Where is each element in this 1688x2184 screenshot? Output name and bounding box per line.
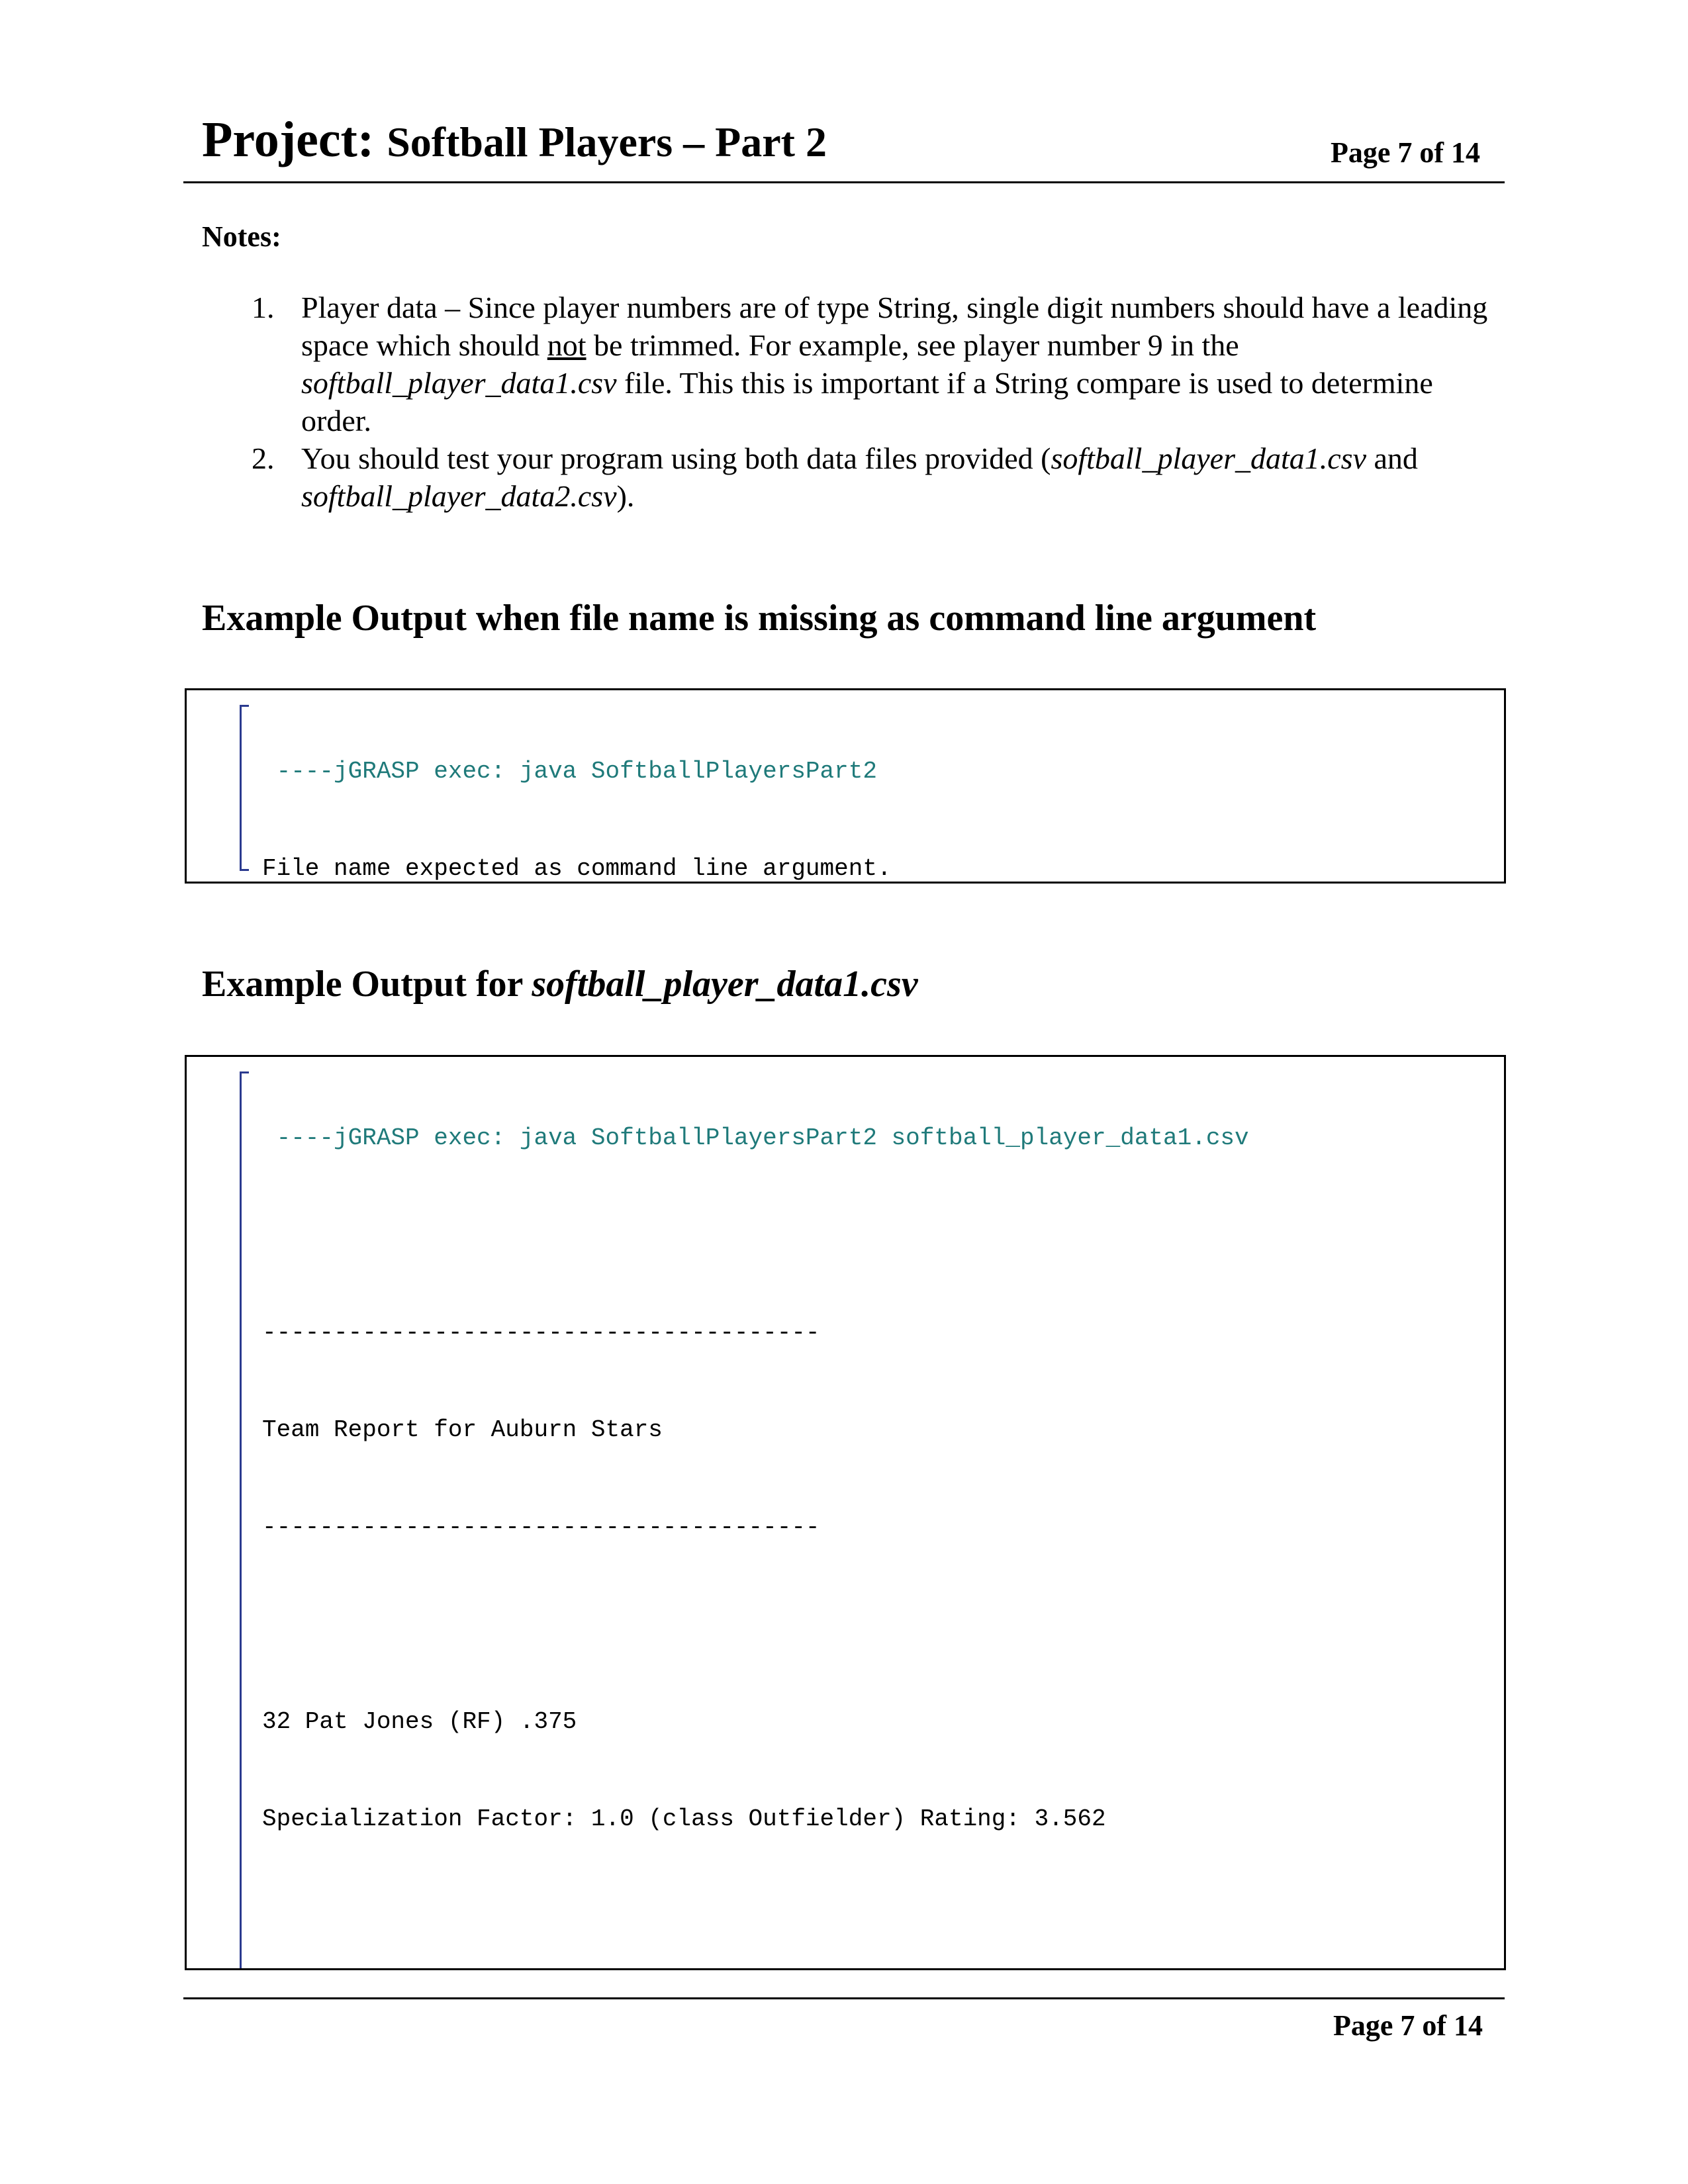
console-bracket	[240, 705, 242, 871]
title-rest: Softball Players – Part 2	[387, 118, 827, 165]
note-filename: softball_player_data1.csv	[1051, 441, 1366, 475]
note-text-emphasis: not	[547, 328, 586, 362]
console-line	[262, 1219, 1249, 1251]
note-item-2	[0, 439, 1688, 515]
heading-prefix: Example Output for	[202, 964, 532, 1005]
note-text-part: file. This this is important if a String compare is used to determine order.	[301, 366, 1433, 437]
heading-filename: softball_player_data1.csv	[532, 964, 918, 1005]
header-rule	[183, 181, 1505, 183]
section-heading-missing-arg: Example Output when file name is missing as command line argument	[202, 598, 1317, 639]
note-filename: softball_player_data2.csv	[301, 479, 617, 513]
console-line	[262, 1608, 1249, 1641]
note-text	[301, 289, 1493, 439]
note-number: 1.	[252, 291, 275, 324]
console-line: File name expected as command line argument.	[262, 855, 892, 882]
section-heading-data1	[202, 963, 918, 1005]
console-line: ---------------------------------------	[262, 1514, 820, 1541]
note-filename: softball_player_data1.csv	[301, 366, 617, 400]
notes-label: Notes:	[202, 220, 281, 253]
footer-rule	[183, 1997, 1505, 1999]
note-text-part: be trimmed. For example, see player number 9 in the	[586, 328, 1239, 362]
note-text	[301, 439, 1493, 515]
console-line: ----jGRASP exec: java SoftballPlayersPart2	[262, 758, 877, 785]
console-line: ---------------------------------------	[262, 1319, 820, 1346]
console-line	[262, 1900, 1249, 1933]
console-bracket	[240, 1071, 242, 1970]
console-line: Team Report for Auburn Stars	[262, 1416, 663, 1443]
note-text-part: and	[1366, 441, 1418, 475]
console-line: 32 Pat Jones (RF) .375	[262, 1708, 577, 1735]
console-output-missing-arg	[185, 688, 1506, 884]
header-page-number: Page 7 of 14	[1331, 136, 1481, 169]
note-text-part: ).	[616, 479, 635, 513]
console-output-data1	[185, 1055, 1506, 1970]
console-lines	[262, 690, 892, 884]
console-line: ----jGRASP exec: java SoftballPlayersPart2 softball_player_data1.csv	[262, 1124, 1249, 1152]
notes-list	[0, 289, 1688, 515]
note-text-part: You should test your program using both data files provided (	[301, 441, 1051, 475]
page-title	[202, 111, 827, 169]
title-prefix: Project:	[202, 112, 375, 167]
note-item-1	[0, 289, 1688, 439]
footer-page-number: Page 7 of 14	[1333, 2009, 1483, 2042]
console-bracket-bottom	[240, 869, 249, 871]
note-text-part: Player data – Since player numbers are of type String, single digit numbers should have a leading space which should	[301, 291, 1488, 362]
console-line: Specialization Factor: 1.0 (class Outfielder) Rating: 3.562	[262, 1805, 1106, 1833]
note-number: 2.	[252, 441, 275, 475]
console-lines	[262, 1057, 1249, 1970]
